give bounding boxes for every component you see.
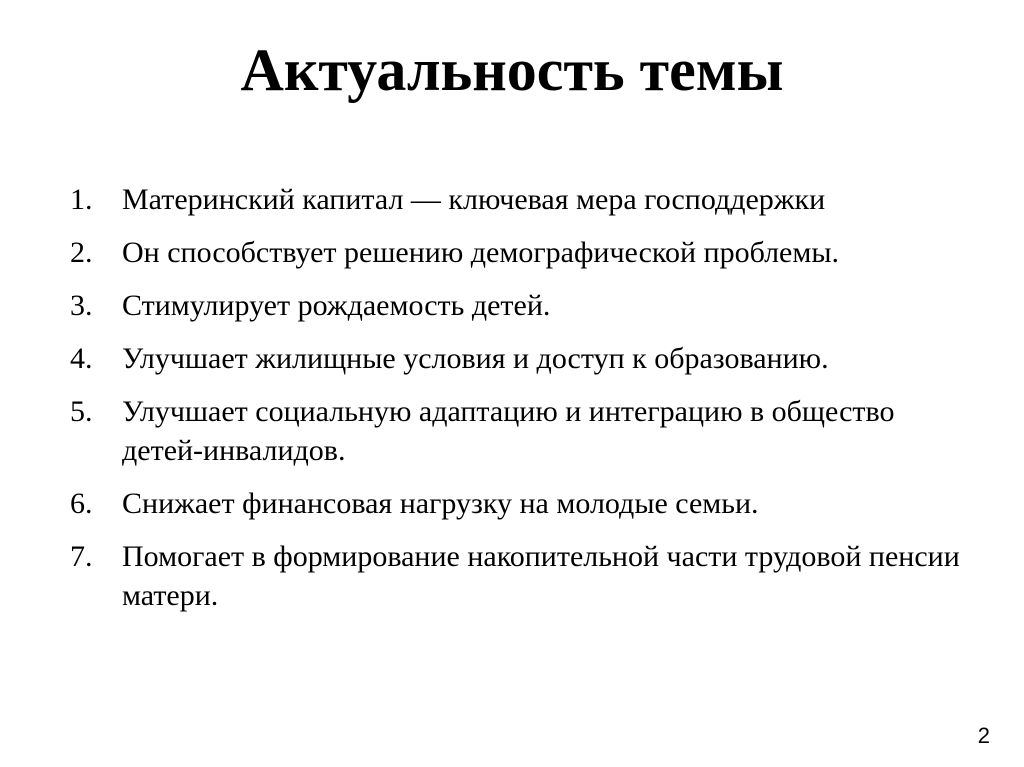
list-item (70, 180, 970, 219)
list-item-number: 4. (70, 342, 93, 375)
list-item-text: Помогает в формирование накопительной части трудовой пенсии матери. (122, 540, 960, 612)
list-item-text: Улучшает социальную адаптацию и интеграцию в общество детей-инвалидов. (122, 395, 895, 467)
list-item-text: Улучшает жилищные условия и доступ к образованию. (122, 342, 829, 375)
list-item-text: Он способствует решению демографической проблемы. (122, 236, 840, 269)
list-item-number: 6. (70, 487, 93, 520)
list-item-number: 5. (70, 395, 93, 428)
list-item (70, 392, 970, 470)
list-item-text: Стимулирует рождаемость детей. (122, 289, 551, 322)
list-item-number: 2. (70, 236, 93, 269)
list-item (70, 484, 970, 523)
slide-title: Актуальность темы (240, 37, 784, 103)
list-item-number: 1. (70, 183, 93, 216)
list-item (70, 286, 970, 325)
topic-list (70, 180, 970, 629)
list-item (70, 233, 970, 272)
list-item-number: 7. (70, 540, 93, 573)
page-number: 2 (977, 723, 990, 748)
list-item (70, 537, 970, 615)
list-item (70, 339, 970, 378)
list-item-text: Материнский капитал — ключевая мера господдержки (122, 183, 826, 216)
list-item-number: 3. (70, 289, 93, 322)
list-item-text: Снижает финансовая нагрузку на молодые семьи. (122, 487, 759, 520)
